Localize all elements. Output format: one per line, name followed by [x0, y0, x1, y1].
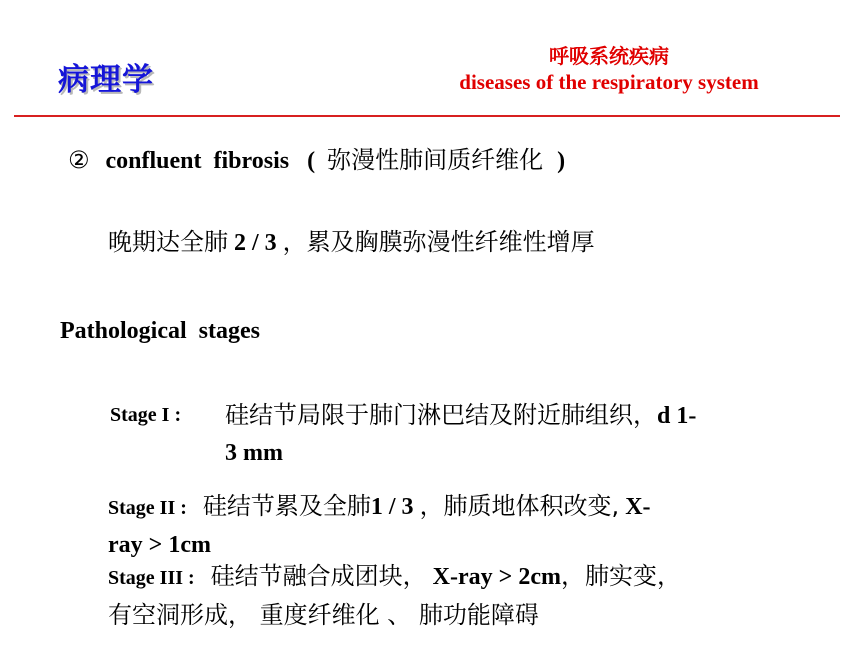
section-marker: ②: [68, 146, 90, 174]
stage-1-line2: 3 mm: [225, 440, 283, 466]
stage-3-text-en: X-ray > 2cm: [432, 564, 561, 590]
stage-1-text-en: d 1-: [657, 403, 697, 429]
stage-2-fraction: 1 / 3: [370, 494, 414, 520]
stage-2-line2: ray > 1cm: [108, 532, 211, 558]
stage-1-description: [225, 397, 815, 472]
stage-3-text-cn-2: ，肺实变，: [560, 562, 681, 590]
stage-3-block: [108, 558, 828, 634]
late-stage-text-1: 晚期达全肺: [108, 228, 228, 256]
stages-heading: Pathological stages: [60, 318, 260, 344]
chapter-title-cn: 呼吸系统疾病: [549, 44, 669, 68]
stage-1-text-cn: 硅结节局限于肺门淋巴结及附近肺组织，: [225, 401, 657, 429]
stage-2-label: Stage II :: [108, 497, 187, 519]
chapter-title-en: diseases of the respiratory system: [459, 70, 759, 94]
section-paren-open: (: [307, 148, 316, 174]
course-title-logo: 病理学: [58, 62, 154, 98]
stage-2-text-cn-1: 硅结节累及全肺: [202, 492, 371, 520]
stage-3-text-cn-1: 硅结节融合成团块，: [210, 562, 427, 590]
stage-2-text-en: X-: [625, 494, 651, 520]
section-heading: [68, 140, 565, 175]
section-title-cn: 弥漫性肺间质纤维化: [327, 146, 544, 174]
section-title-en: confluent fibrosis: [105, 148, 290, 174]
late-stage-fraction: 2 / 3: [234, 230, 277, 256]
late-stage-text-2: ，累及胸膜弥漫性纤维性增厚: [282, 228, 595, 256]
section-paren-close: ): [557, 148, 566, 174]
late-stage-line: [108, 222, 595, 257]
stage-2-text-cn-2: ，肺质地体积改变,: [419, 492, 620, 520]
stage-1-label: Stage I :: [110, 404, 182, 426]
stage-3-label: Stage III :: [108, 567, 195, 589]
stage-2-block: [108, 488, 808, 564]
header-divider: [14, 115, 840, 117]
stage-3-line2: 有空洞形成， 重度纤维化 、 肺功能障碍: [108, 601, 539, 629]
